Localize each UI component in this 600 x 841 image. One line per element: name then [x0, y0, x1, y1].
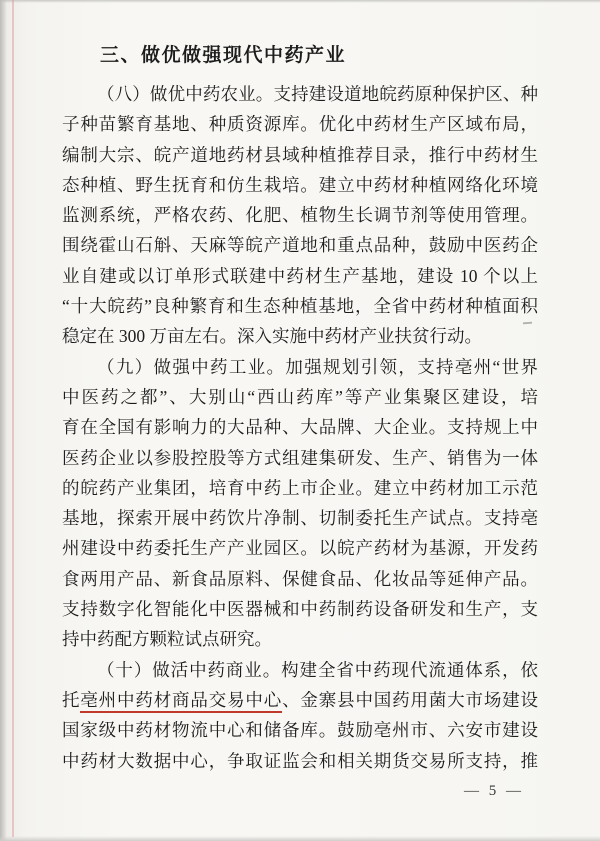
text-segment: 子种苗繁育基地、种质资源库。优化中药材生产区域布局，: [62, 114, 538, 135]
document-body: [62, 44, 538, 800]
text-segment: 围绕霍山石斛、天麻等皖产道地和重点品种，鼓励中医药企: [62, 235, 538, 256]
text-segment: 托: [62, 689, 81, 710]
red-underline-annotation: 亳州中药材商品交易中心: [80, 690, 282, 713]
text-line: [62, 200, 538, 230]
text-segment: 稳定在 300 万亩左右。深入实施中药材产业扶贫行动。: [62, 326, 482, 347]
text-line: [62, 170, 538, 200]
text-line: [62, 261, 538, 291]
text-segment: 支持数字化智能化中医器械和中药制药设备研发和生产，支: [62, 599, 538, 620]
text-line: [62, 412, 538, 442]
page-number: — 5 —: [464, 782, 524, 799]
text-line: [62, 473, 538, 503]
text-segment: 的皖药产业集团，培育中药上市企业。建立中药材加工示范: [62, 477, 538, 498]
text-segment: 基地，探索开展中药饮片净制、切制委托生产试点。支持亳: [62, 508, 538, 529]
text-line: [62, 443, 538, 473]
document-lines: [62, 79, 538, 776]
text-segment: 中医药之都”、大别山“西山药库”等产业集聚区建设，培: [62, 386, 538, 407]
text-segment: 编制大宗、皖产道地药材县域种植推荐目录，推行中药材生: [62, 144, 538, 165]
text-segment: （八）做优中药农业。支持建设道地皖药原种保护区、种: [97, 84, 538, 104]
text-line: [62, 594, 538, 624]
scan-edge-left: [0, 0, 7, 841]
text-segment: 育在全国有影响力的大品种、大品牌、大企业。支持规上中: [62, 417, 538, 438]
text-segment: 食两用产品、新食品原料、保健食品、化妆品等延伸产品。: [62, 568, 538, 589]
text-line: [62, 624, 538, 654]
text-line: [62, 109, 538, 139]
text-segment: 持中药配方颗粒试点研究。: [62, 629, 272, 650]
section-heading: 三、做优做强现代中药产业: [100, 45, 347, 66]
binder-margin-line: [12, 0, 14, 837]
text-line: [62, 564, 538, 594]
text-line: [62, 685, 538, 715]
text-segment: （九）做强中药工业。加强规划引领，支持亳州“世界: [97, 356, 538, 377]
text-segment: 州建设中药委托生产产业园区。以皖产药材为基源，开发药: [62, 538, 538, 559]
text-line: [62, 503, 538, 533]
scan-edge-bottom: [0, 836, 600, 841]
text-segment: 医药企业以参股控股等方式组建集研发、生产、销售为一体: [62, 447, 538, 468]
text-line: [62, 230, 538, 260]
text-line: [62, 291, 538, 321]
text-segment: 态种植、野生抚育和仿生栽培。建立中药材种植网络化环境: [62, 174, 538, 195]
text-segment: 监测系统，严格农药、化肥、植物生长调节剂等使用管理。: [62, 205, 538, 226]
scan-edge-top: [0, 0, 600, 3]
text-segment: “十大皖药”良种繁育和生态种植基地，全省中药材种植面积: [62, 296, 538, 317]
text-line: [62, 79, 538, 109]
text-line: [62, 352, 538, 382]
text-line: [62, 533, 538, 563]
text-line: [62, 140, 538, 170]
text-segment: 中药材大数据中心，争取证监会和相关期货交易所支持，推: [62, 750, 538, 771]
text-line: [62, 382, 538, 412]
text-line: [62, 746, 538, 776]
text-line: [62, 655, 538, 685]
text-segment: 业自建或以订单形式联建中药材生产基地，建设 10 个以上: [62, 265, 538, 286]
text-line: [62, 321, 538, 351]
text-segment: （十）做活中药商业。构建全省中药现代流通体系，依: [97, 659, 538, 680]
text-segment: 、金寨县中国药用菌大市场建设: [282, 689, 538, 710]
text-line: [62, 715, 538, 745]
text-segment: 国家级中药材物流中心和储备库。鼓励亳州市、六安市建设: [62, 720, 538, 741]
